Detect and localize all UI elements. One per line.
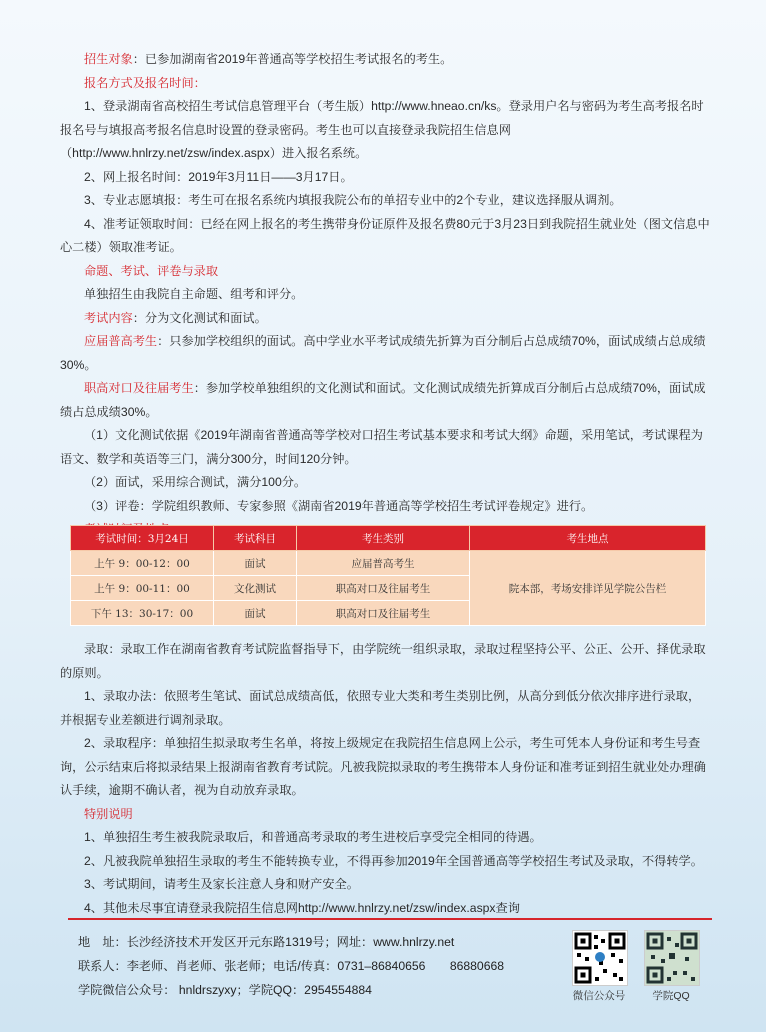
schedule-category: 职高对口及往届考生 (297, 576, 470, 601)
signup-heading: 报名方式及报名时间： (84, 75, 206, 90)
schedule-category: 职高对口及往届考生 (297, 601, 470, 626)
target-label: 招生对象 (84, 52, 133, 66)
voc-text: ：参加学校单独组织的文化测试和面试。文化测试成绩先折算成百分制后占总成绩70%，面试成绩占总成绩30%。 (60, 381, 706, 419)
table-row (71, 551, 706, 576)
signup-item-3: 3、专业志愿填报：考生可在报名系统内填报我院公布的单招专业中的2个专业，建议选择服从调剂。 (84, 193, 622, 207)
schedule-header-location: 考生地点 (470, 526, 706, 551)
signup-item-2: 2、网上报名时间：2019年3月11日——3月17日。 (84, 169, 353, 184)
exam-item-3: （3）评卷：学院组织教师、专家参照《湖南省2019年普通高等学校招生考试评卷规定》进行。 (84, 498, 594, 513)
exam-item-1: （1）文化测试依据《2019年湖南省普通高等学校对口招生考试基本要求和考试大纲》命题，采用笔试，考试课程为语文、数学和英语等三门，满分300分，时间120分钟。 (60, 428, 703, 466)
special-item-2: 2、凡被我院单独招生录取的考生不能转换专业，不得再参加2019年全国普通高等学校招生考试及录取，不得转学。 (84, 853, 703, 868)
signup-item-4: 4、准考证领取时间：已经在网上报名的考生携带身份证原件及报名费80元于3月23日到我院招生就业处（图文信息中心二楼）领取准考证。 (60, 216, 710, 254)
schedule-time: 上午 9：00-12：00 (71, 551, 214, 576)
signup-item-1: 1、登录湖南省高校招生考试信息管理平台（考生版）http://www.hneao.cn/ks。登录用户名与密码为考生高考报名时报名号与填报高考报名信息时设置的登录密码。考生也可以直接登录我院招生信息网（http://www.hnlrzy.net/zsw/index.aspx）进入报名系统。 (60, 99, 704, 160)
special-item-1: 1、单独招生考生被我院录取后，和普通高考录取的考生进校后享受完全相同的待遇。 (84, 830, 542, 844)
footer-contact (78, 930, 504, 1002)
wechat-qr-caption: 微信公众号 (572, 990, 626, 1002)
footer-accounts: 学院微信公众号： hnldrszyxy；学院QQ：2954554884 (78, 983, 372, 997)
special-item-3: 3、考试期间，请考生及家长注意人身和财产安全。 (84, 877, 359, 891)
schedule-time: 下午 13：30-17：00 (71, 601, 214, 626)
admit-item-2: 2、录取程序：单独招生拟录取考生名单，将按上级规定在我院招生信息网上公示，考生可凭本人身份证和考生号查询，公示结束后将拟录结果上报湖南省教育考试院。凡被我院拟录取的考生携带本人身份证和准考证到招生就业处办理确认手续，逾期不确认者，视为自动放弃录取。 (60, 736, 706, 797)
content-text: ：分为文化测试和面试。 (132, 310, 267, 325)
special-heading: 特别说明 (84, 806, 133, 821)
schedule-category: 应届普高考生 (297, 551, 470, 576)
admission-content (60, 638, 712, 920)
special-item-4: 4、其他未尽事宜请登录我院招生信息网http://www.hnlrzy.net/zsw/index.aspx查询 (84, 900, 520, 915)
schedule-time: 上午 9：00-11：00 (71, 576, 214, 601)
qq-qr-code-icon (644, 930, 700, 986)
schedule-location: 院本部，考场安排详见学院公告栏 (470, 551, 706, 626)
admit-intro: 录取：录取工作在湖南省教育考试院监督指导下，由学院统一组织录取，录取过程坚持公平、公正、公开、择优录取的原则。 (60, 642, 706, 680)
footer-divider (68, 918, 712, 920)
schedule-subject: 面试 (214, 551, 297, 576)
target-paragraph (60, 48, 712, 72)
content-label: 考试内容 (84, 310, 133, 325)
schedule-table (70, 525, 706, 626)
schedule-header-time: 考试时间：3月24日 (71, 526, 214, 551)
schedule-header-subject: 考试科目 (214, 526, 297, 551)
admit-item-1: 1、录取办法：依照考生笔试、面试总成绩高低，依照专业大类和考生类别比例，从高分到低分依次排序进行录取，并根据专业差额进行调剂录取。 (60, 689, 701, 727)
schedule-subject: 文化测试 (214, 576, 297, 601)
fresh-label: 应届普高考生 (84, 334, 158, 348)
exam-heading: 命题、考试、评卷与录取 (84, 263, 219, 278)
voc-label: 职高对口及往届考生 (84, 381, 194, 395)
qq-qr-caption: 学院QQ (652, 990, 690, 1002)
fresh-paragraph (60, 330, 712, 377)
content-paragraph (60, 307, 712, 331)
voc-paragraph (60, 377, 712, 424)
footer-contacts: 联系人：李老师、肖老师、张老师；电话/传真：0731–86840656 86880668 (78, 959, 505, 973)
schedule-header-row (71, 526, 706, 551)
fresh-text: ：只参加学校组织的面试。高中学业水平考试成绩先折算为百分制后占总成绩70%，面试成绩占总成绩30%。 (60, 334, 706, 372)
main-content (60, 48, 712, 542)
target-text: ：已参加湖南省2019年普通高等学校招生考试报名的考生。 (132, 52, 453, 66)
wechat-qr-code-icon (572, 930, 628, 986)
exam-intro: 单独招生由我院自主命题、组考和评分。 (84, 287, 304, 301)
schedule-subject: 面试 (214, 601, 297, 626)
footer-address: 地 址：长沙经济技术开发区开元东路1319号；网址：www.hnlrzy.net (78, 935, 455, 949)
exam-item-2: （2）面试，采用综合测试，满分100分。 (84, 475, 307, 489)
schedule-header-category: 考生类别 (297, 526, 470, 551)
